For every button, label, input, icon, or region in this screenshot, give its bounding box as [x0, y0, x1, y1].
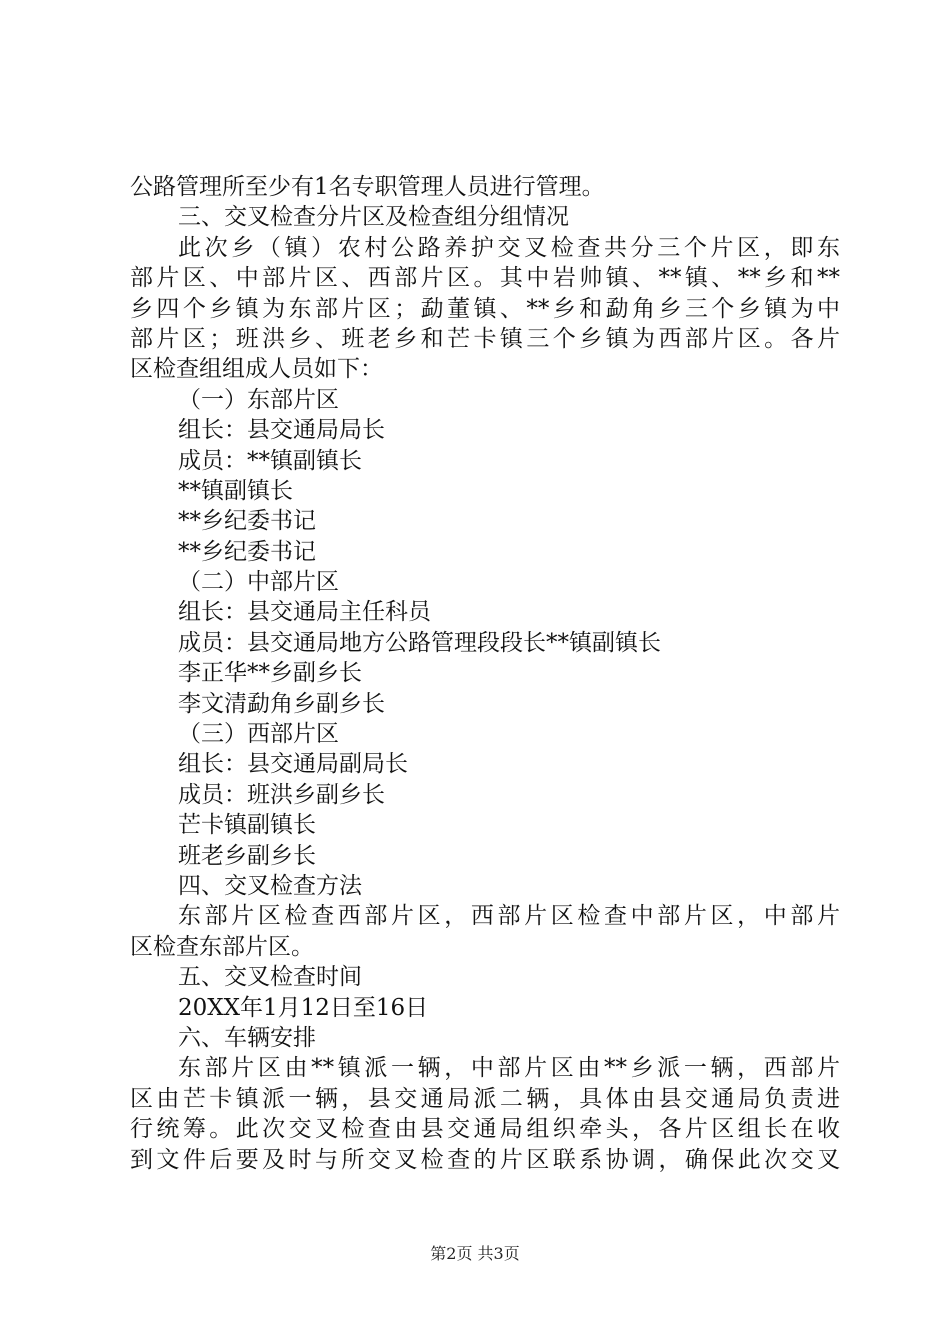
text-line: 李正华**乡副乡长 [178, 660, 362, 687]
subsection-heading: （一）东部片区 [178, 386, 339, 413]
subsection-heading: （二）中部片区 [178, 569, 339, 596]
text-line: **乡纪委书记 [178, 538, 316, 565]
section-heading: 四、交叉检查方法 [178, 872, 362, 899]
text-line: 乡四个乡镇为东部片区；勐董镇、**乡和勐角乡三个乡镇为中 [130, 295, 840, 322]
subsection-heading: （三）西部片区 [178, 721, 339, 748]
page-number-footer: 第2页 共3页 [430, 1244, 520, 1263]
text-line: 到文件后要及时与所交叉检查的片区联系协调，确保此次交叉 [130, 1146, 840, 1173]
section-heading: 三、交叉检查分片区及检查组分组情况 [178, 204, 569, 231]
text-line: **乡纪委书记 [178, 508, 316, 535]
text-line: 成员：**镇副镇长 [178, 447, 362, 474]
text-line: 部片区、中部片区、西部片区。其中岩帅镇、**镇、**乡和** [130, 265, 840, 292]
text-line: 班老乡副乡长 [178, 842, 316, 869]
text-line: 部片区；班洪乡、班老乡和芒卡镇三个乡镇为西部片区。各片 [130, 325, 840, 352]
section-heading: 六、车辆安排 [178, 1024, 316, 1051]
body-text [130, 172, 840, 1175]
text-line: 区检查东部片区。 [130, 933, 314, 960]
text-line: 李文清勐角乡副乡长 [178, 690, 385, 717]
text-line: **镇副镇长 [178, 477, 293, 504]
text-line: 成员：县交通局地方公路管理段段长**镇副镇长 [178, 629, 661, 656]
text-line: 组长：县交通局副局长 [178, 751, 408, 778]
section-heading: 五、交叉检查时间 [178, 964, 362, 991]
text-line: 公路管理所至少有1名专职管理人员进行管理。 [130, 174, 605, 200]
text-line: 区由芒卡镇派一辆，县交通局派二辆，具体由县交通局负责进 [130, 1085, 840, 1112]
text-line: 芒卡镇副镇长 [178, 812, 316, 839]
text-line: 组长：县交通局局长 [178, 417, 385, 444]
text-line: 此次乡（镇）农村公路养护交叉检查共分三个片区，即东 [178, 234, 840, 261]
text-line: 东部片区检查西部片区，西部片区检查中部片区，中部片 [178, 903, 840, 930]
text-line: 20XX年1月12日至16日 [178, 994, 429, 1021]
text-line: 成员：班洪乡副乡长 [178, 781, 385, 808]
text-line: 东部片区由**镇派一辆，中部片区由**乡派一辆，西部片 [178, 1055, 840, 1082]
text-line: 区检查组组成人员如下： [130, 356, 383, 383]
text-line: 行统筹。此次交叉检查由县交通局组织牵头，各片区组长在收 [130, 1116, 840, 1143]
text-line: 组长：县交通局主任科员 [178, 599, 431, 626]
